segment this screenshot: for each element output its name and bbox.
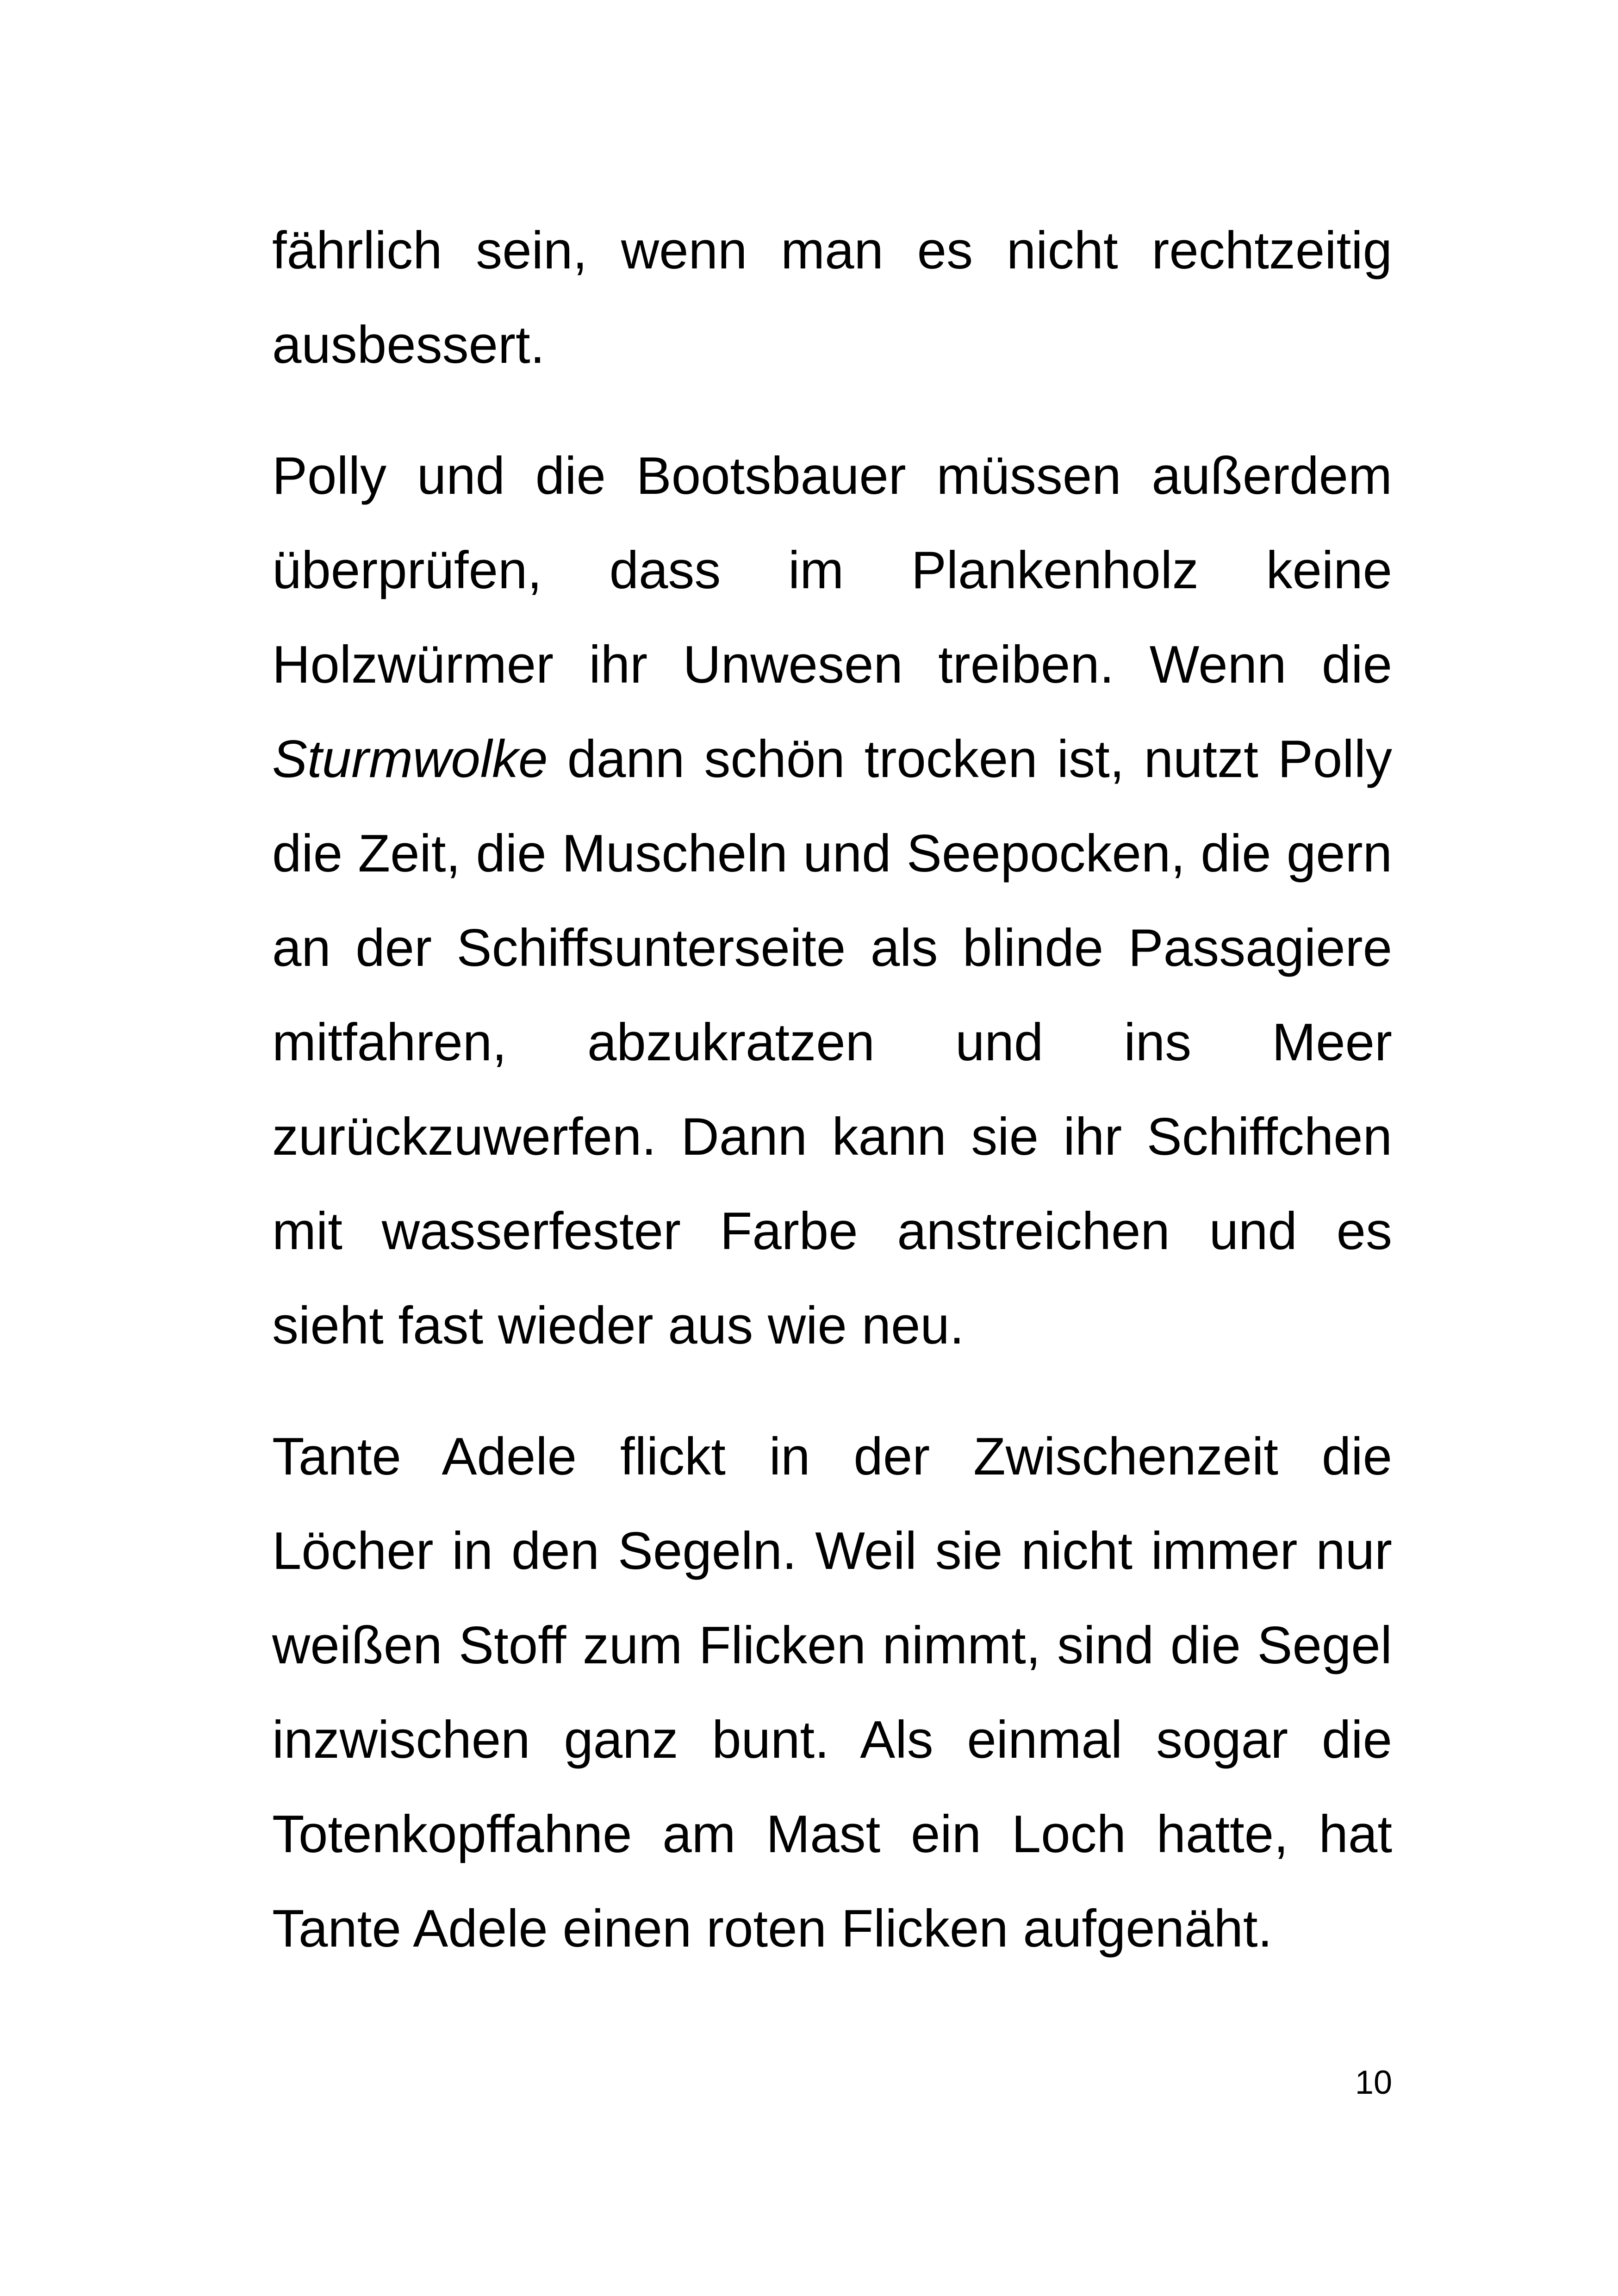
paragraph-2 [272, 429, 1392, 1373]
page-number: 10 [1355, 2064, 1392, 2101]
paragraph-2-text-end: dann schön trocken ist, nutzt Polly die Zeit, die Muscheln und Seepocken, die gern an der Schiffsunterseite als blinde Passagiere mitfahren, abzukratzen und ins Meer zurückzuwerfen. Dann kann sie ihr Schiffchen mit wasserfester Farbe anstreichen und es sieht fast wieder aus wie neu. [272, 730, 1392, 1355]
paragraph-3-text: Tante Adele flickt in der Zwischenzeit die Löcher in den Segeln. Weil sie nicht immer nur weißen Stoff zum Flicken nimmt, sind die Segel inzwischen ganz bunt. Als einmal sogar die Totenkopffahne am Mast ein Loch hatte, hat Tante Adele einen roten Flicken aufgenäht. [272, 1427, 1392, 1958]
body-text [272, 204, 1392, 1976]
ship-name-italic: Sturmwolke [272, 730, 548, 789]
paragraph-2-text-start: Polly und die Bootsbauer müssen außerdem überprüfen, dass im Plankenholz keine Holzwürmer ihr Unwesen treiben. Wenn die [272, 447, 1392, 694]
paragraph-1-text: fährlich sein, wenn man es nicht rechtzeitig ausbessert. [272, 221, 1392, 374]
paragraph-1 [272, 204, 1392, 392]
paragraph-3 [272, 1410, 1392, 1976]
